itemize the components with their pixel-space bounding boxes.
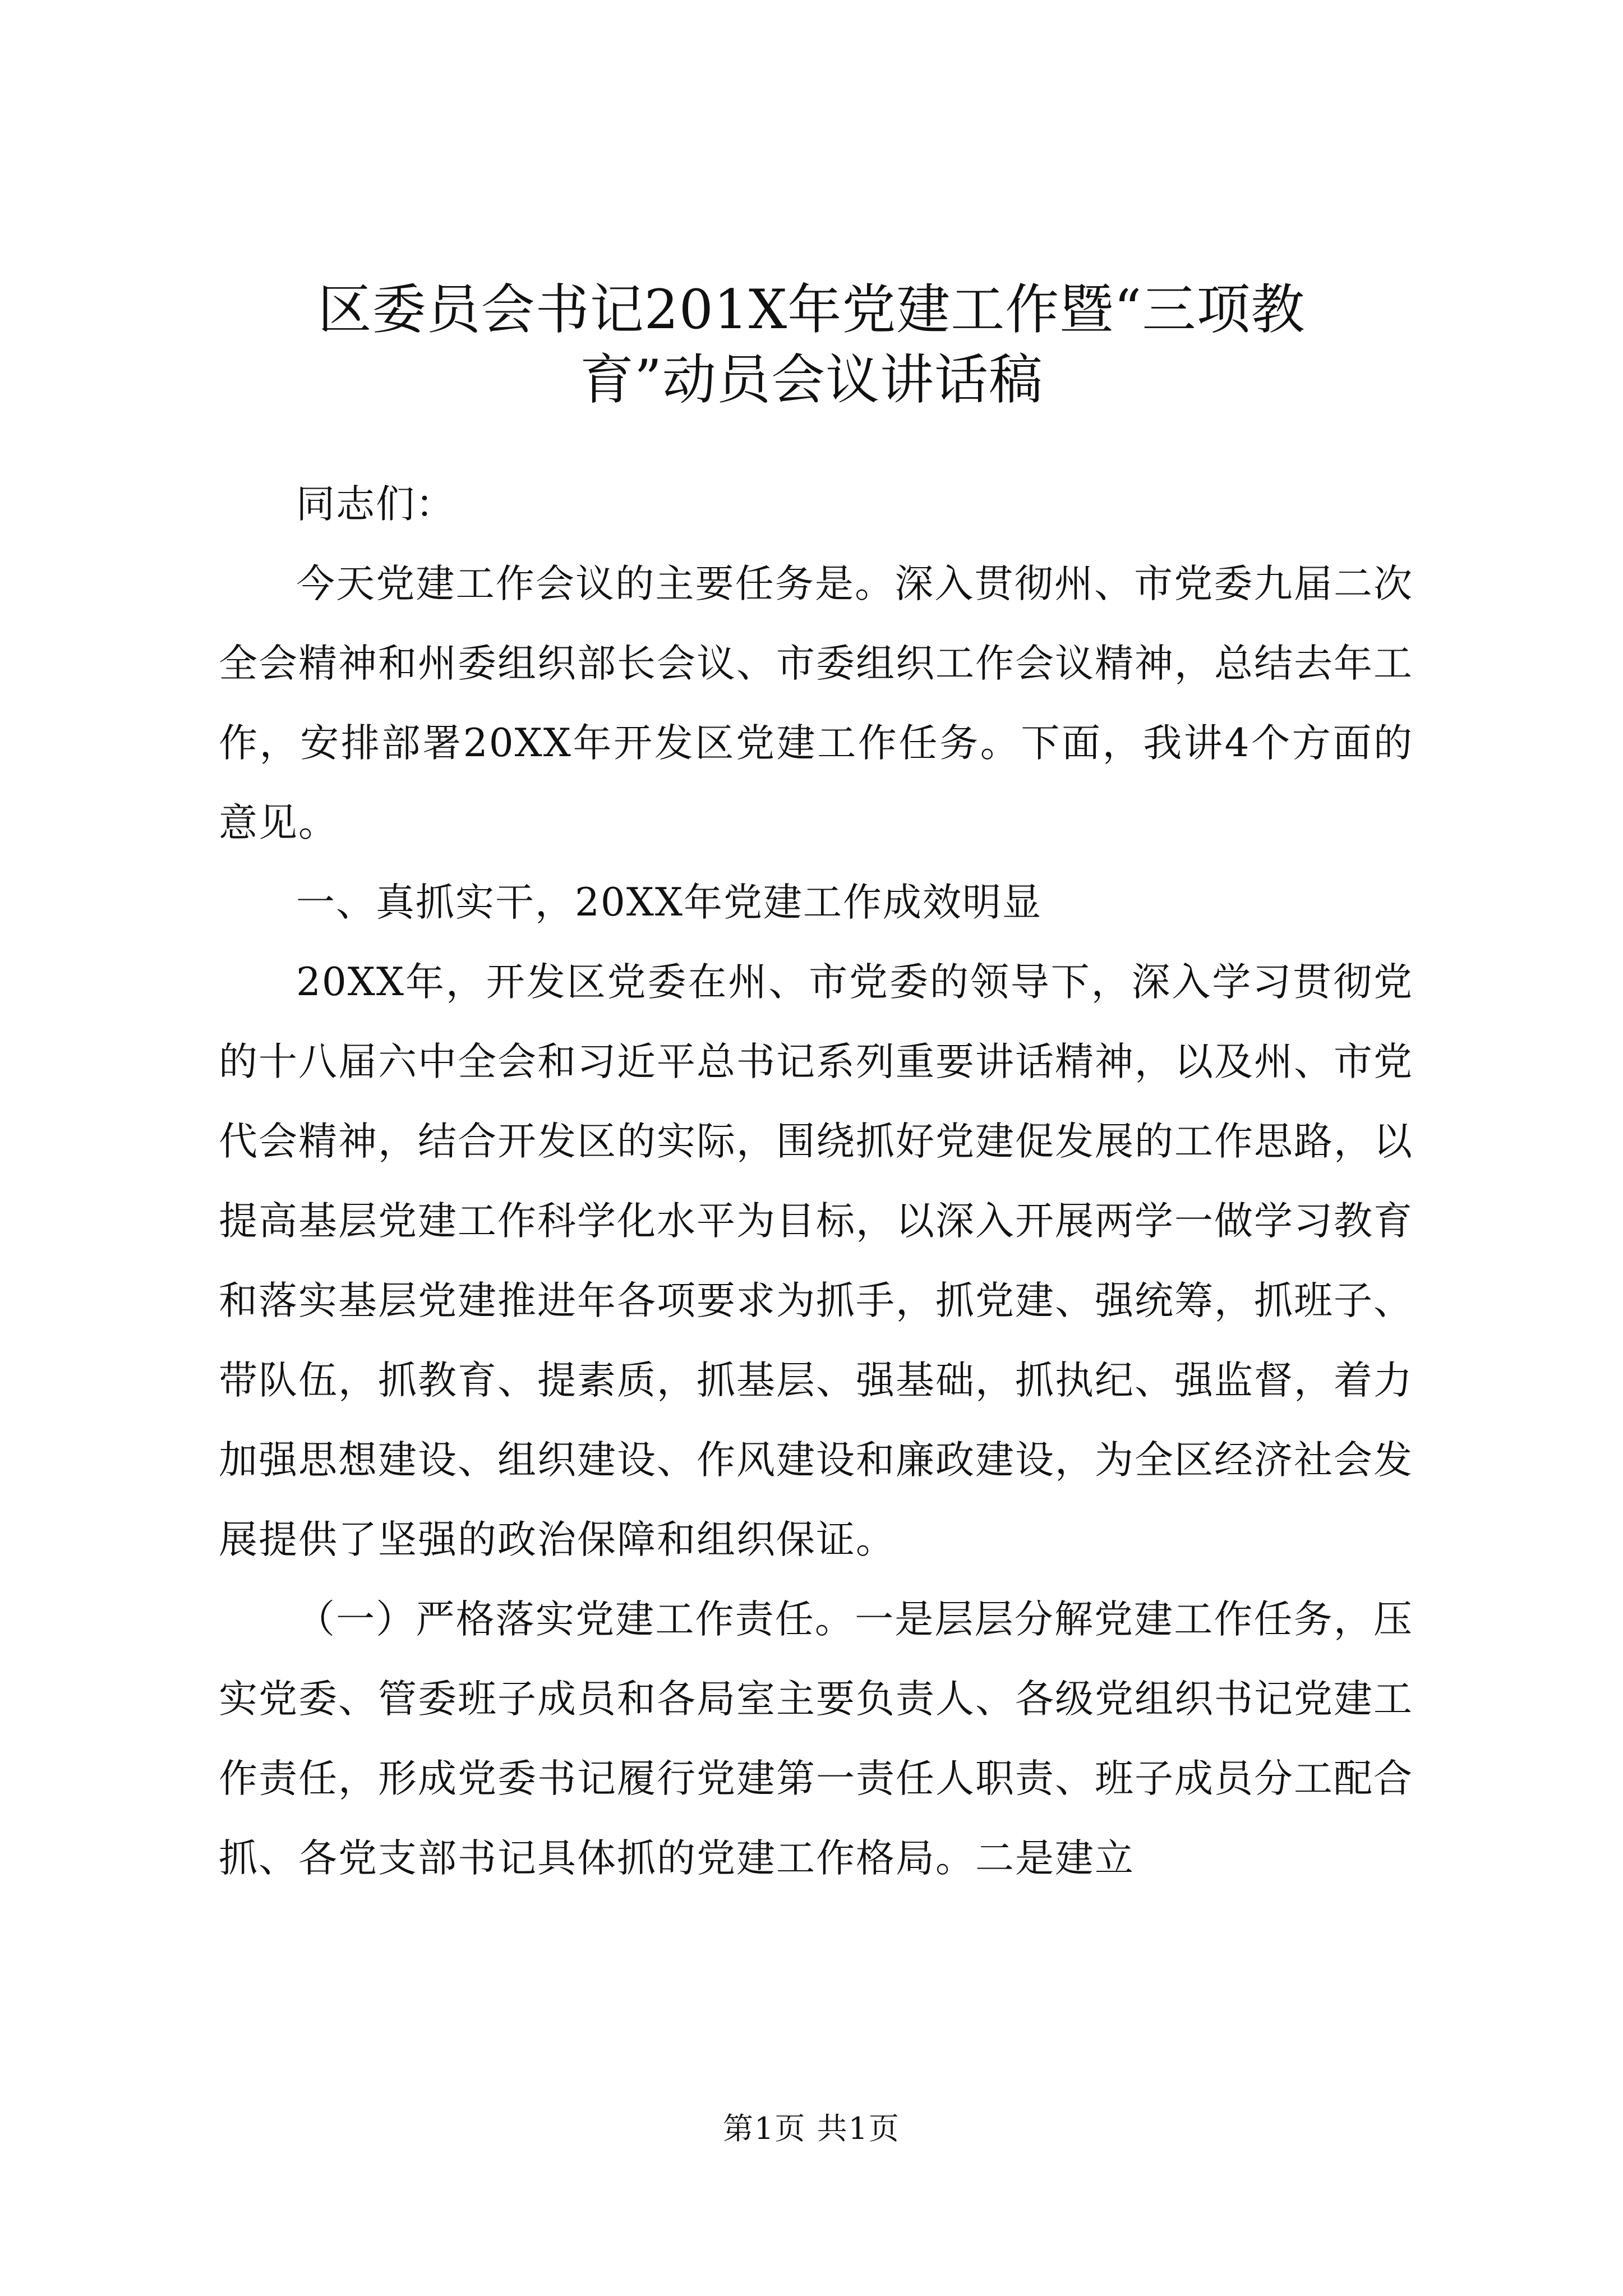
salutation: 同志们： xyxy=(296,482,455,527)
document-body xyxy=(219,464,1413,1898)
document-title xyxy=(219,275,1404,415)
section-heading: 一、真抓实干，20XX年党建工作成效明显 xyxy=(296,880,1043,925)
body-paragraph: （一）严格落实党建工作责任。一是层层分解党建工作任务，压实党委、管委班子成员和各局室主要负责人、各级党组织书记党建工作责任，形成党委书记履行党建第一责任人职责、班子成员分工配合抓、各党支部书记具体抓的党建工作格局。二是建立 xyxy=(219,1597,1413,1881)
body-paragraph: 20XX年，开发区党委在州、市党委的领导下，深入学习贯彻党的十八届六中全会和习近平总书记系列重要讲话精神，以及州、市党代会精神，结合开发区的实际，围绕抓好党建促发展的工作思路，以提高基层党建工作科学化水平为目标，以深入开展两学一做学习教育和落实基层党建推进年各项要求为抓手，抓党建、强统筹，抓班子、带队伍，抓教育、提素质，抓基层、强基础，抓执纪、强监督，着力加强思想建设、组织建设、作风建设和廉政建设，为全区经济社会发展提供了坚强的政治保障和组织保证。 xyxy=(219,960,1413,1562)
title-line-2: 育”动员会议讲话稿 xyxy=(579,348,1044,411)
title-line-1: 区委员会书记201X年党建工作暨“三项教 xyxy=(317,278,1306,341)
body-paragraph: 今天党建工作会议的主要任务是。深入贯彻州、市党委九届二次全会精神和州委组织部长会议、市委组织工作会议精神，总结去年工作，安排部署20XX年开发区党建工作任务。下面，我讲4个方面的意见。 xyxy=(219,562,1413,845)
page-footer: 第1页 共1页 xyxy=(723,2111,900,2146)
